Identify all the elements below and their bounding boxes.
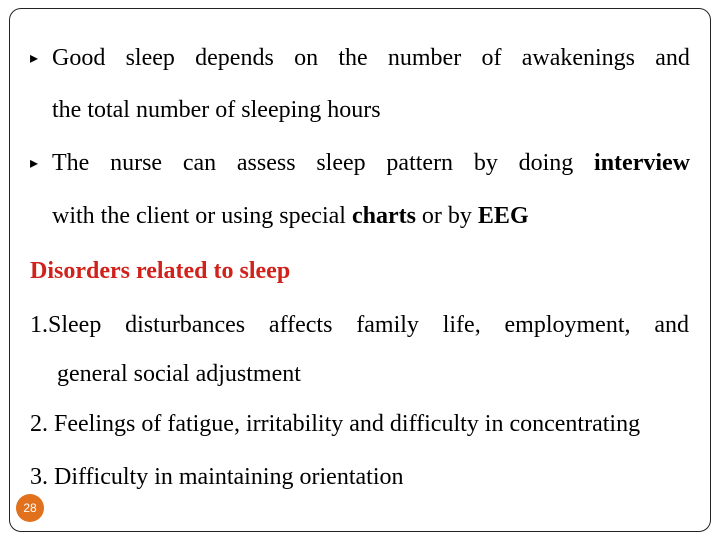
word: affects: [268, 312, 333, 338]
text-run: or by: [415, 203, 478, 229]
word: number: [387, 45, 462, 71]
word: can: [182, 150, 217, 176]
item-1-line-1: [30, 311, 689, 339]
word: awakenings: [521, 45, 635, 71]
text-run: with the client or using special: [52, 203, 352, 229]
bullet-2-line-2: [52, 202, 529, 230]
bullet-1-line-2: the total number of sleeping hours: [52, 97, 381, 123]
word: sleep: [125, 45, 175, 71]
bullet-1-text: [52, 44, 690, 72]
word: by: [473, 150, 498, 176]
text-run-emphasis: EEG: [477, 203, 529, 229]
word: nurse: [110, 150, 163, 176]
word: family: [356, 312, 419, 338]
word: life,: [442, 312, 481, 338]
word: disturbances: [125, 312, 246, 338]
word: the: [338, 45, 368, 71]
word: doing: [518, 150, 574, 176]
bullet-2-text: [52, 149, 690, 177]
word: of: [481, 45, 502, 71]
item-3: 3. Difficulty in maintaining orientation: [30, 464, 404, 490]
word: and: [654, 312, 689, 338]
word: employment,: [504, 312, 631, 338]
word: 1.Sleep: [30, 312, 102, 338]
page-number-badge: 28: [16, 494, 44, 522]
word-emphasis: interview: [594, 150, 690, 176]
section-heading: Disorders related to sleep: [30, 258, 291, 284]
word: depends: [195, 45, 274, 71]
word: sleep: [316, 150, 366, 176]
word: pattern: [386, 150, 454, 176]
item-1-line-2: general social adjustment: [57, 361, 301, 387]
word: on: [294, 45, 319, 71]
word: Good: [52, 45, 106, 71]
text-run-emphasis: charts: [351, 203, 416, 229]
word: assess: [236, 150, 296, 176]
word: and: [655, 45, 690, 71]
bullet-2-line-1: [30, 149, 690, 179]
bullet-icon: ▸: [30, 153, 39, 172]
bullet-icon: ▸: [30, 48, 39, 67]
bullet-1-line-1: [30, 44, 690, 74]
word: The: [52, 150, 90, 176]
item-2: 2. Feelings of fatigue, irritability and difficulty in concentrating: [30, 411, 641, 437]
